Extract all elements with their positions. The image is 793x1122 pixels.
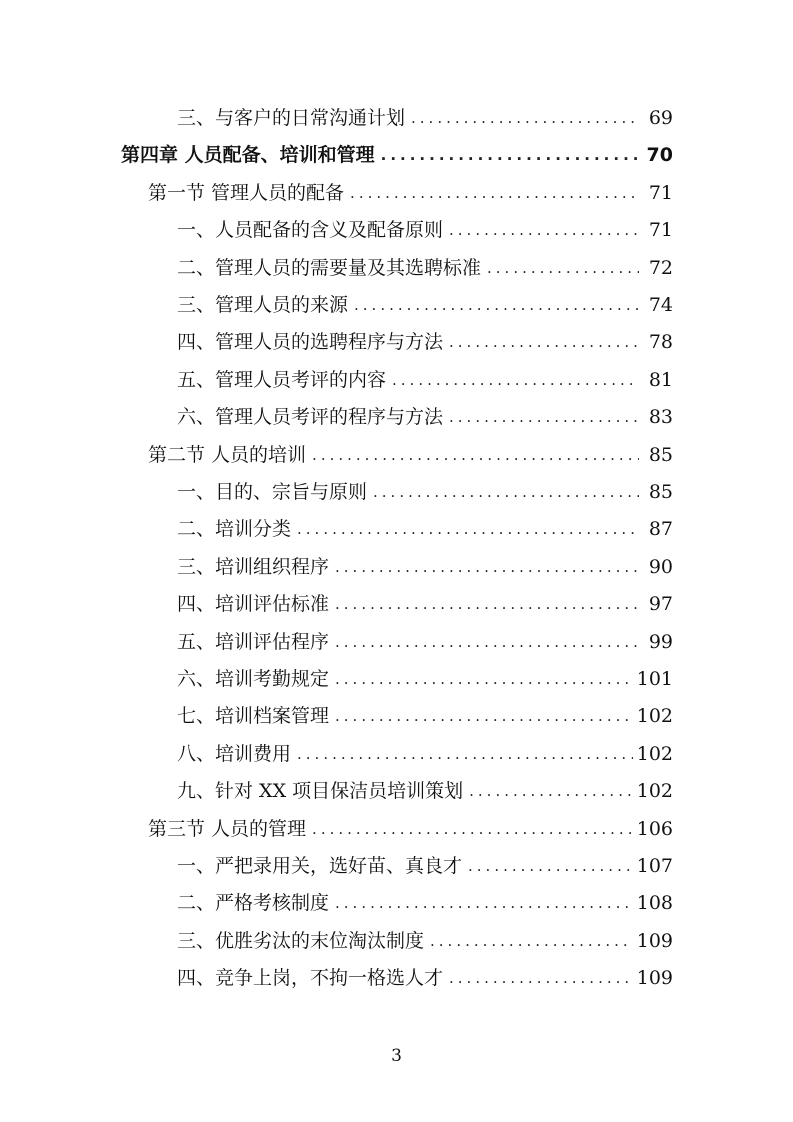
toc-entry[interactable] [177,474,673,511]
toc-entry-title: 一、人员配备的含义及配备原则 [177,219,444,241]
toc-entry[interactable] [177,399,673,436]
toc-entry-page: 78 [648,331,673,353]
toc-entry[interactable] [177,250,673,287]
toc-entry[interactable] [148,811,673,848]
toc-dot-leader [449,212,639,249]
toc-entry-page: 101 [636,668,673,690]
toc-entry-page: 83 [648,406,673,428]
toc-entry-page: 90 [648,556,673,578]
toc-dot-leader [487,250,639,287]
toc-entry[interactable] [177,586,673,623]
toc-dot-leader [392,362,639,399]
toc-entry-page: 109 [636,967,673,989]
toc-entry-page: 71 [648,219,673,241]
toc-dot-leader [335,624,639,661]
toc-dot-leader [411,100,639,137]
toc-entry-title: 三、优胜劣汰的末位淘汰制度 [177,930,425,952]
toc-entry[interactable] [177,736,673,773]
toc-entry[interactable] [177,698,673,735]
toc-entry-page: 87 [648,518,673,540]
toc-dot-leader [469,773,633,810]
toc-entry-title: 三、管理人员的来源 [177,294,349,316]
toc-entry-title: 第二节 人员的培训 [148,444,307,466]
toc-dot-leader [335,698,633,735]
toc-entry[interactable] [177,549,673,586]
toc-entry-page: 99 [648,631,673,653]
toc-dot-leader [335,661,633,698]
toc-entry-title: 二、严格考核制度 [177,892,330,914]
toc-entry[interactable] [177,661,673,698]
toc-entry-page: 97 [648,593,673,615]
toc-entry-page: 109 [636,930,673,952]
toc-entry[interactable] [148,437,673,474]
page-number: 3 [391,1046,402,1066]
toc-entry-page: 102 [636,780,673,802]
toc-entry[interactable] [177,960,673,997]
toc-entry-title: 九、针对 XX 项目保洁员培训策划 [177,780,464,802]
toc-entry[interactable] [177,624,673,661]
toc-entry-title: 四、竞争上岗，不拘一格选人才 [177,967,444,989]
toc-dot-leader [468,848,633,885]
toc-entry-title: 三、培训组织程序 [177,556,330,578]
toc-entry-page: 71 [648,182,673,204]
toc-entry-page: 74 [648,294,673,316]
toc-entry-title: 二、管理人员的需要量及其选聘标准 [177,257,482,279]
toc-entry-title: 八、培训费用 [177,743,292,765]
toc-entry-title: 五、管理人员考评的内容 [177,369,387,391]
toc-entry-title: 四、管理人员的选聘程序与方法 [177,331,444,353]
toc-entry[interactable] [177,100,673,137]
toc-entry-page: 72 [648,257,673,279]
toc-entry-title: 二、培训分类 [177,518,292,540]
toc-dot-leader [449,960,633,997]
toc-entry-title: 三、与客户的日常沟通计划 [177,107,406,129]
toc-entry-page: 85 [648,444,673,466]
toc-dot-leader [297,736,633,773]
toc-entry[interactable] [177,287,673,324]
toc-entry-title: 五、培训评估程序 [177,631,330,653]
toc-entry[interactable] [121,137,673,174]
toc-entry-title: 四、培训评估标准 [177,593,330,615]
toc-dot-leader [335,885,633,922]
toc-entry[interactable] [177,362,673,399]
toc-entry-page: 102 [636,705,673,727]
toc-dot-leader [381,137,639,174]
toc-entry-title: 六、管理人员考评的程序与方法 [177,406,444,428]
toc-entry[interactable] [177,923,673,960]
toc-dot-leader [312,437,639,474]
toc-entry-page: 108 [636,892,673,914]
toc-entry-page: 70 [646,144,673,166]
toc-entry-title: 七、培训档案管理 [177,705,330,727]
toc-entry[interactable] [177,324,673,361]
toc-entry-page: 69 [648,107,673,129]
toc-dot-leader [335,586,639,623]
toc-dot-leader [449,399,639,436]
toc-entry-page: 107 [636,855,673,877]
toc-entry-title: 第三节 人员的管理 [148,818,307,840]
toc-entry-title: 一、严把录用关，选好苗、真良才 [177,855,463,877]
toc-dot-leader [312,811,633,848]
toc-entry[interactable] [177,773,673,810]
toc-entry-title: 第四章 人员配备、培训和管理 [121,144,375,166]
toc-entry-title: 六、培训考勤规定 [177,668,330,690]
toc-entry-title: 一、目的、宗旨与原则 [177,481,368,503]
toc-dot-leader [449,324,639,361]
toc-dot-leader [335,549,639,586]
toc-dot-leader [373,474,639,511]
toc-entry[interactable] [148,175,673,212]
toc-entry-page: 102 [636,743,673,765]
toc-dot-leader [350,175,639,212]
toc-entry[interactable] [177,511,673,548]
toc-dot-leader [430,923,633,960]
toc-entry-page: 85 [648,481,673,503]
toc-entry[interactable] [177,848,673,885]
toc-entry-page: 81 [648,369,673,391]
toc-entry-page: 106 [636,818,673,840]
toc-entry[interactable] [177,212,673,249]
toc-entry-title: 第一节 管理人员的配备 [148,182,345,204]
toc-dot-leader [297,511,639,548]
toc-entry[interactable] [177,885,673,922]
toc-dot-leader [354,287,639,324]
